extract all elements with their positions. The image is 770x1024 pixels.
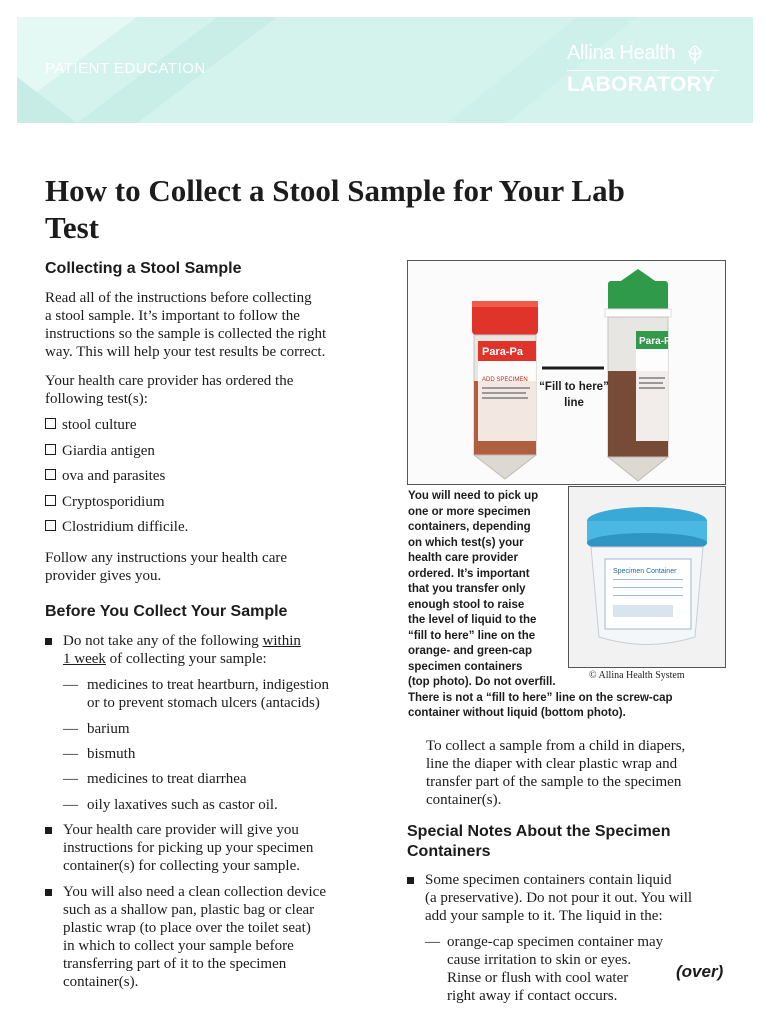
caption-line: enough stool to raise [408, 598, 525, 611]
intro-line: instructions so the sample is collected the right [45, 326, 327, 342]
caption-line: You will need to pick up [408, 490, 539, 502]
tube-label-left: Para-Pa [482, 346, 523, 358]
intro-paragraph [45, 289, 395, 361]
dash-line: orange-cap specimen container may [447, 934, 664, 950]
checkbox-icon[interactable] [45, 418, 56, 429]
test-label: Giardia antigen [62, 443, 155, 459]
brand-name: Allina Health [567, 42, 676, 64]
tubes-illustration [408, 261, 725, 484]
square-bullet-icon [45, 827, 52, 834]
bullet-text: Do not take any of the following [63, 633, 263, 649]
dash-marker: — [63, 771, 78, 787]
bullet-line: in which to collect your sample before [63, 938, 294, 954]
child-paragraph [426, 737, 746, 809]
dash-marker: — [63, 746, 78, 762]
caption-line: container without liquid (bottom photo). [408, 707, 626, 719]
collecting-heading: Collecting a Stool Sample [45, 260, 242, 277]
checkbox-icon[interactable] [45, 495, 56, 506]
dash-line: oily laxatives such as castor oil. [87, 797, 278, 813]
before-heading: Before You Collect Your Sample [45, 603, 288, 620]
caption-line: health care provider [408, 552, 518, 564]
bullet-item [407, 871, 747, 925]
dash-line: medicines to treat heartburn, indigestion [87, 677, 330, 693]
dash-marker: — [63, 797, 78, 813]
fill-line-label: “Fill to here” [539, 381, 609, 393]
dash-marker: — [63, 721, 78, 737]
square-bullet-icon [45, 638, 52, 645]
caption-line: on which test(s) your [408, 536, 524, 549]
dash-item [63, 676, 393, 712]
specimen-tubes-photo [407, 260, 726, 485]
test-label: ova and parasites [62, 468, 166, 484]
dash-line: Rinse or flush with cool water [447, 970, 629, 986]
intro-line: a stool sample. It’s important to follow the [45, 308, 300, 324]
dash-line: or to prevent stomach ulcers (antacids) [87, 695, 320, 711]
brand-divider [567, 70, 719, 71]
fill-line-label: line [564, 397, 584, 409]
bullet-line: Your health care provider will give you [63, 822, 299, 838]
caption-line: “fill to here” line on the [408, 629, 536, 642]
test-checkbox-item[interactable] [45, 442, 155, 460]
allina-logo-icon [685, 44, 705, 66]
ordered-paragraph [45, 372, 395, 408]
dash-item [63, 796, 278, 814]
child-line: transfer part of the sample to the specimen [426, 774, 682, 790]
page-title: How to Collect a Stool Sample for Your Lab Test [45, 173, 625, 245]
dash-line: bismuth [87, 746, 136, 762]
child-line: To collect a sample from a child in diapers, [426, 738, 686, 754]
child-line: container(s). [426, 792, 502, 808]
bullet-item [45, 632, 385, 668]
department-name: LABORATORY [567, 73, 716, 96]
bullet-text: of collecting your sample: [105, 651, 267, 667]
special-heading-line: Containers [407, 843, 491, 860]
special-heading-line: Special Notes About the Specimen [407, 823, 671, 840]
follow-paragraph [45, 549, 395, 585]
caption-line: ordered. It’s important [408, 567, 530, 580]
bullet-line: container(s) for collecting your sample. [63, 858, 300, 874]
square-bullet-icon [45, 889, 52, 896]
dash-line: right away if contact occurs. [447, 988, 618, 1004]
checkbox-icon[interactable] [45, 444, 56, 455]
bullet-line: (a preservative). Do not pour it out. You will [425, 890, 693, 906]
bullet-line: container(s). [63, 974, 139, 990]
checkbox-icon[interactable] [45, 469, 56, 480]
photo-caption [408, 489, 708, 722]
bullet-line: such as a shallow pan, plastic bag or clear [63, 902, 315, 918]
bullet-line: plastic wrap (to place over the toilet seat) [63, 920, 311, 936]
caption-line: that you transfer only [408, 583, 526, 595]
dash-line: medicines to treat diarrhea [87, 771, 247, 787]
dash-line: cause irritation to skin or eyes. [447, 952, 632, 968]
cup-label: Specimen Container [613, 568, 677, 575]
test-checkbox-item[interactable] [45, 416, 137, 434]
tube-label-right: Para-F [639, 336, 671, 347]
bullet-item [45, 883, 385, 991]
dash-marker: — [63, 677, 78, 693]
caption-line: (top photo). Do not overfill. [408, 676, 556, 688]
caption-line: containers, depending [408, 521, 531, 533]
caption-line: specimen containers [408, 660, 523, 673]
special-notes-heading [407, 822, 747, 862]
dash-item [63, 745, 135, 763]
test-label: Clostridium difficile. [62, 519, 189, 535]
dash-marker: — [425, 934, 440, 950]
test-checkbox-item[interactable] [45, 467, 165, 485]
caption-line: the level of liquid to the [408, 614, 537, 626]
test-label: Cryptosporidium [62, 494, 165, 510]
checkbox-icon[interactable] [45, 520, 56, 531]
test-checkbox-item[interactable] [45, 518, 188, 536]
test-checkbox-item[interactable] [45, 493, 165, 511]
dash-line: barium [87, 721, 130, 737]
dash-item [63, 720, 130, 738]
bullet-line: Some specimen containers contain liquid [425, 872, 672, 888]
caption-line: orange- and green-cap [408, 645, 532, 657]
follow-line: Follow any instructions your health care [45, 550, 288, 566]
child-line: line the diaper with clear plastic wrap and [426, 756, 678, 772]
bullet-underlined-text: within [262, 633, 301, 649]
test-label: stool culture [62, 417, 137, 433]
caption-line: one or more specimen [408, 505, 531, 518]
dash-item [63, 770, 247, 788]
square-bullet-icon [407, 877, 414, 884]
bullet-underlined-text: 1 week [63, 651, 106, 667]
intro-line: Read all of the instructions before collecting [45, 290, 312, 306]
photo-credit: © Allina Health System [589, 670, 685, 681]
bullet-line: transferring part of it to the specimen [63, 956, 287, 972]
ordered-line: following test(s): [45, 391, 148, 407]
caption-line: There is not a “fill to here” line on the screw-cap [408, 691, 673, 704]
bullet-line: add your sample to it. The liquid in the: [425, 908, 663, 924]
over-indicator: (over) [676, 962, 724, 981]
bullet-line: instructions for picking up your specimen [63, 840, 314, 856]
bullet-item [45, 821, 385, 875]
follow-line: provider gives you. [45, 568, 162, 584]
ordered-line: Your health care provider has ordered the [45, 373, 294, 389]
bullet-line: You will also need a clean collection device [63, 884, 326, 900]
section-label: PATIENT EDUCATION [45, 60, 206, 77]
intro-line: way. This will help your test results be correct. [45, 344, 326, 360]
add-specimen-label-left: ADD SPECIMEN [482, 377, 528, 383]
